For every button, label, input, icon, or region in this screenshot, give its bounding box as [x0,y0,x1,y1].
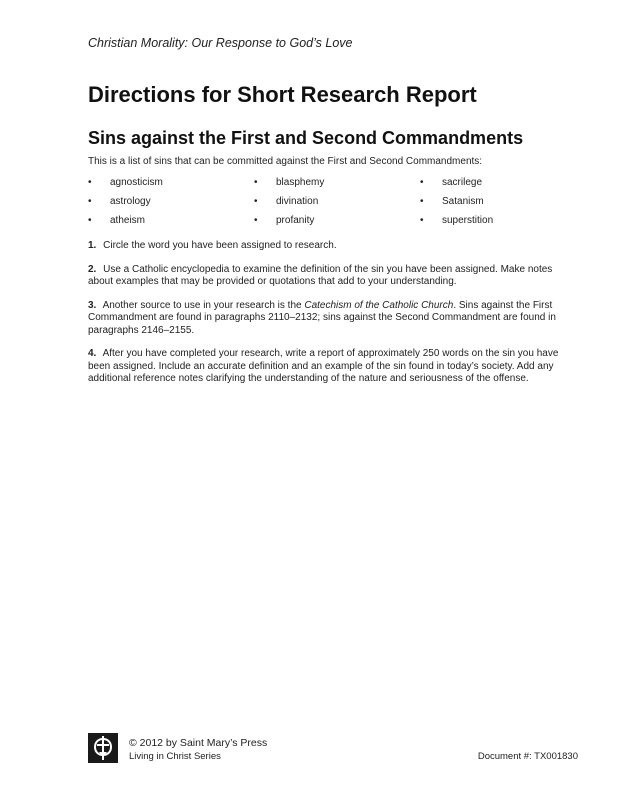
step-number: 4. [88,348,97,359]
sin-label: atheism [110,215,146,226]
list-item [254,196,420,208]
bullet: • [88,196,92,207]
page-title: Directions for Short Research Report [88,82,477,107]
list-item [88,215,254,227]
bullet: • [420,196,424,207]
step-3 [88,300,563,338]
sin-label: superstition [442,215,494,226]
sin-label: sacrilege [442,177,483,188]
list-item [88,177,254,189]
step-number: 1. [88,240,97,251]
list-item [420,177,578,189]
list-item [254,215,420,227]
sin-label: astrology [110,196,151,207]
bullet: • [254,215,258,226]
list-item [420,196,578,208]
sin-label: Satanism [442,196,484,207]
series-name: Living in Christ Series [129,751,221,762]
bullet: • [88,215,92,226]
sin-label: agnosticism [110,177,163,188]
step-text: After you have completed your research, write a report of approximately 250 words on the sin you have been assigned. Include an accurate definition and an example of the sin found in today’s society. Add any additional reference notes clarifying the understanding of the nature and seriousness of the offense. [88,348,559,384]
list-item [88,196,254,208]
catechism-title: Catechism of the Catholic Church [304,299,454,311]
step-number: 3. [88,299,97,311]
sin-label: divination [276,196,319,207]
copyright: © 2012 by Saint Mary’s Press [129,737,268,749]
sin-label: blasphemy [276,177,325,188]
step-text-before: Another source to use in your research is the [102,299,305,311]
step-text: Use a Catholic encyclopedia to examine the definition of the sin you have been assigned. Make notes about examples that may be provided or quotations that add to your understanding. [88,263,553,287]
saint-marys-press-logo-icon [88,733,118,763]
instructions [88,240,563,397]
step-number: 2. [88,263,97,275]
series-title: Christian Morality: Our Response to God’s Love [88,36,353,50]
bullet: • [420,177,424,188]
step-text-after: . Sins against the First Commandment are found in paragraphs 2110–2132; sins against the Second Commandment are found in paragraphs 2146–2155. [88,299,556,336]
bullet: • [254,196,258,207]
sins-list [88,177,578,227]
step-text: Circle the word you have been assigned to research. [103,240,337,251]
document-number: Document #: TX001830 [477,751,578,762]
section-title: Sins against the First and Second Commandments [88,128,524,148]
bullet: • [420,215,424,226]
bullet: • [88,177,92,188]
intro-text: This is a list of sins that can be committed against the First and Second Commandments: [88,156,483,167]
sin-label: profanity [276,215,315,226]
step-1 [88,240,563,253]
step-4 [88,348,563,386]
step-2 [88,264,563,289]
list-item [254,177,420,189]
bullet: • [254,177,258,188]
list-item [420,215,578,227]
